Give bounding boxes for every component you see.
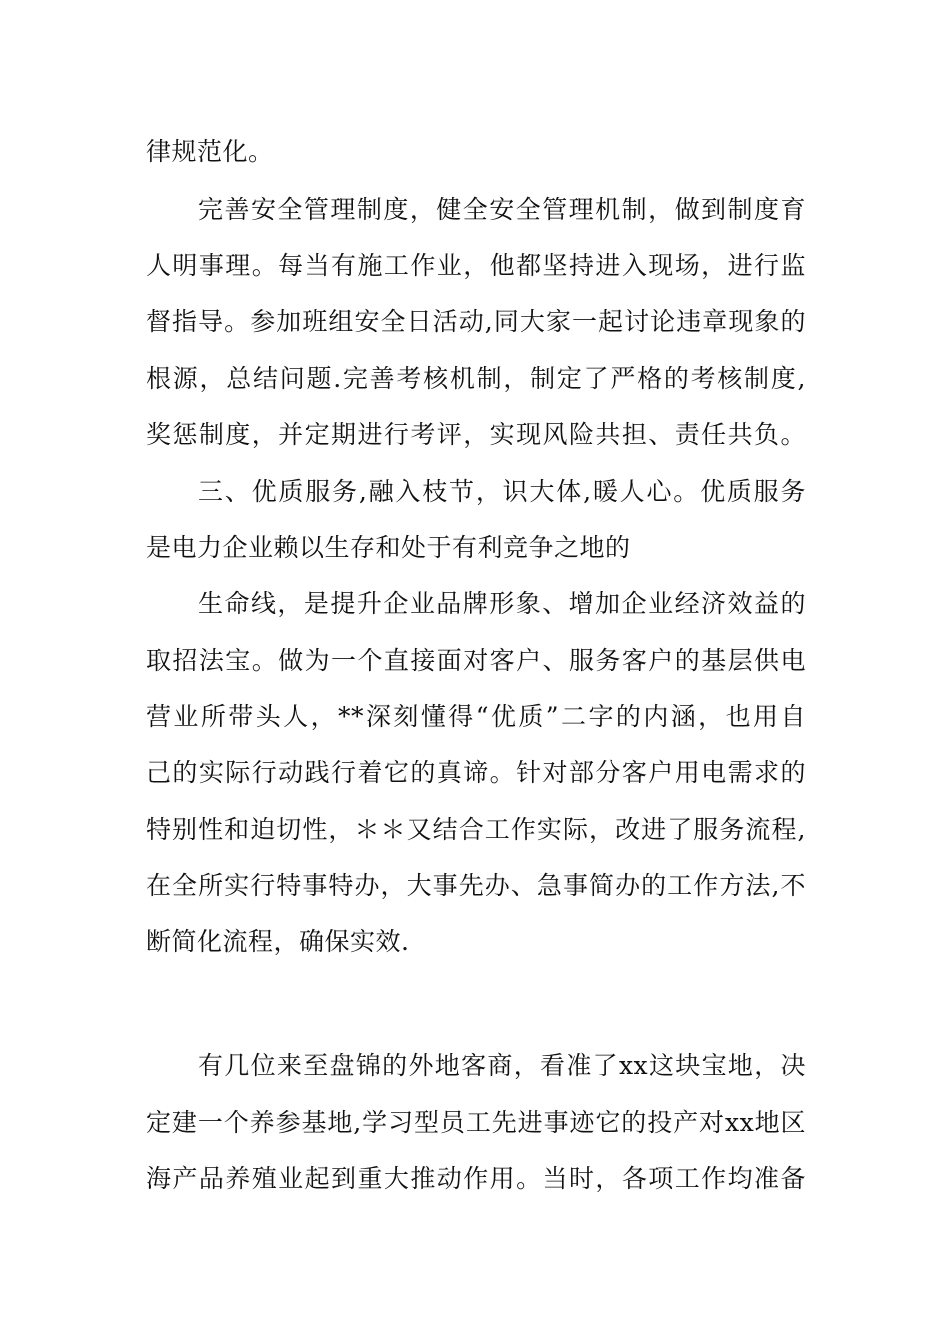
text-line: 督指导。参加班组安全日活动,同大家一起讨论违章现象的 [146, 307, 806, 336]
text-line: 奖惩制度，并定期进行考评，实现风险共担、责任共负。 [146, 420, 806, 449]
text-line: 在全所实行特事特办，大事先办、急事简办的工作方法,不 [146, 871, 806, 900]
text-line: 是电力企业赖以生存和处于有利竞争之地的 [146, 533, 631, 562]
text-line: 根源，总结问题.完善考核机制，制定了严格的考核制度, [146, 364, 806, 393]
text-line: 三、优质服务,融入枝节，识大体,暖人心。优质服务 [198, 477, 806, 506]
text-line: 海产品养殖业起到重大推动作用。当时，各项工作均准备 [146, 1164, 806, 1193]
text-line: 断简化流程，确保实效. [146, 927, 410, 956]
text-line: 人明事理。每当有施工作业，他都坚持进入现场，进行监 [146, 251, 806, 280]
text-line: 完善安全管理制度，健全安全管理机制，做到制度育 [198, 195, 806, 224]
text-line: 取招法宝。做为一个直接面对客户、服务客户的基层供电 [146, 646, 806, 675]
text-line: 特别性和迫切性，＊＊又结合工作实际，改进了服务流程, [146, 815, 806, 844]
text-line: 营业所带头人，**深刻懂得“优质”二字的内涵，也用自 [146, 702, 806, 731]
text-line: 定建一个养参基地,学习型员工先进事迹它的投产对xx地区 [146, 1108, 806, 1137]
text-line: 有几位来至盘锦的外地客商，看准了xx这块宝地，决 [198, 1051, 806, 1080]
text-line: 律规范化。 [146, 137, 274, 166]
text-line: 己的实际行动践行着它的真谛。针对部分客户用电需求的 [146, 758, 806, 787]
text-line: 生命线，是提升企业品牌形象、增加企业经济效益的 [198, 589, 806, 618]
